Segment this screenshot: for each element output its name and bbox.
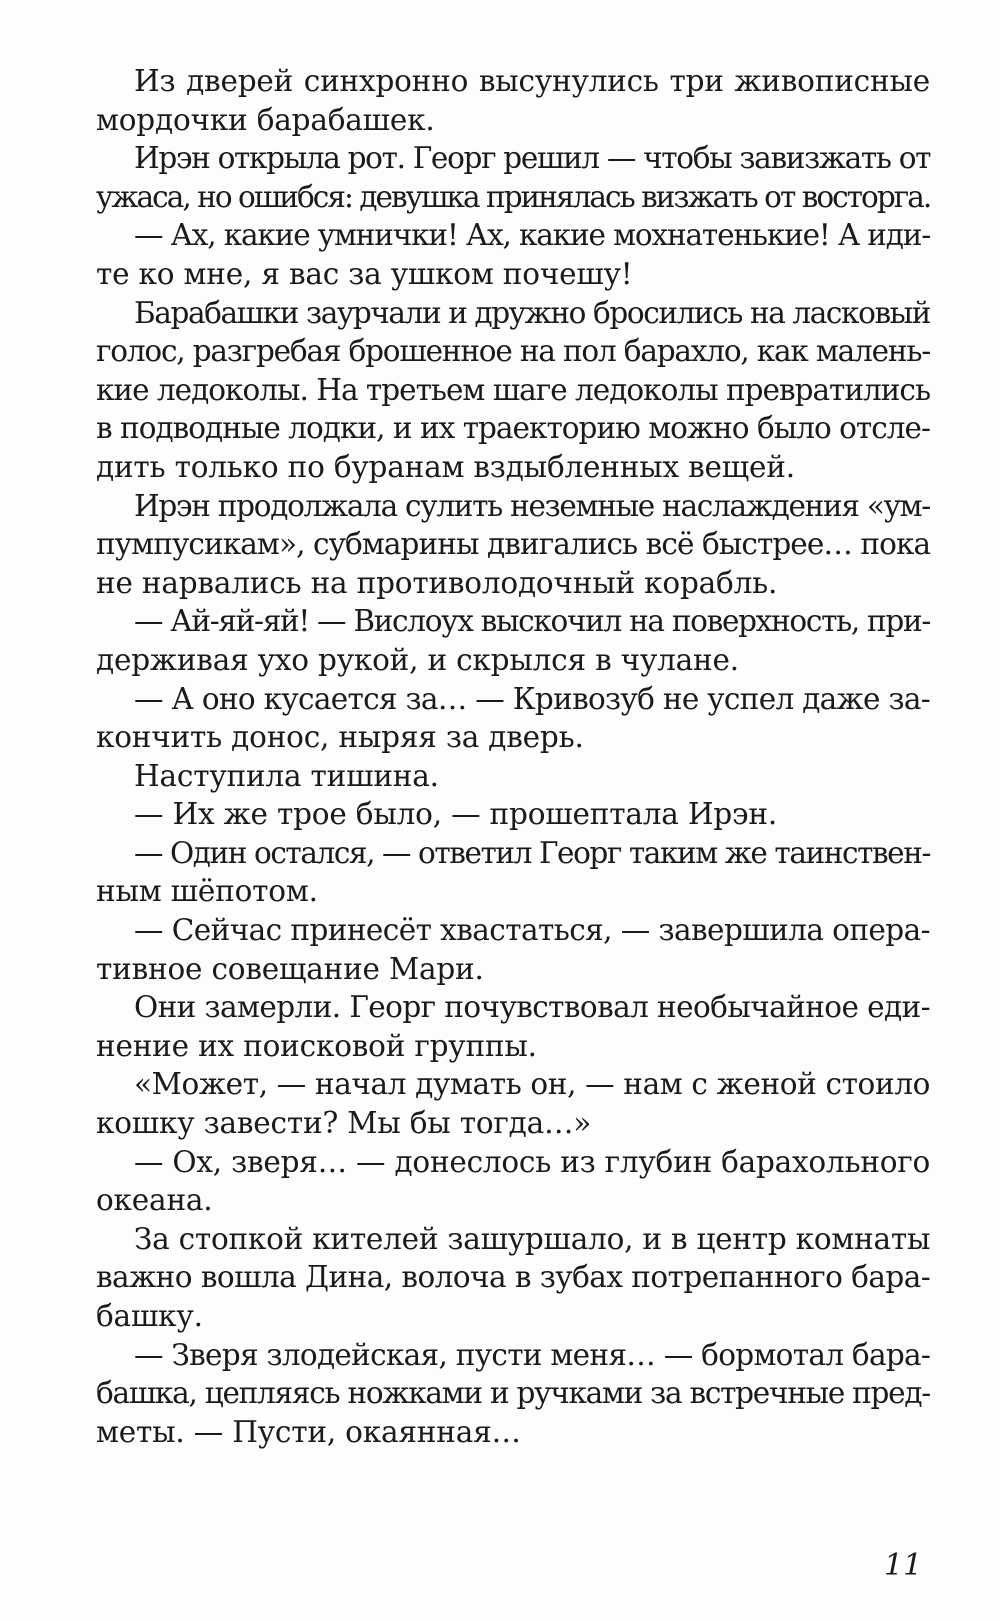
paragraph [96,1220,930,1336]
text-line: Они замерли. Георг почувствовал необычайное еди- [134,990,930,1025]
paragraph [96,911,930,988]
text-line: кие ледоколы. На третьем шаге ледоколы превратились [96,372,931,407]
paragraph [96,139,930,216]
text-line: не нарвались на противолодочный корабль. [96,565,778,600]
text-line: важно вошла Дина, волоча в зубах потрепанного бара- [96,1260,931,1295]
text-line: — Ах, какие умнички! Ах, какие мохнатенькие! А иди- [134,218,931,253]
text-line: ужаса, но ошибся: девушка принялась визжать от восторга. [96,179,931,214]
text-line: — Ай-яй-яй! — Вислоух выскочил на поверхность, при- [134,604,930,639]
paragraph [96,1336,930,1452]
page-number: 11 [884,1548,923,1583]
text-line: голос, разгребая брошенное на пол барахло, как малень- [96,334,930,369]
text-line: в подводные лодки, и их траекторию можно было отсле- [96,411,930,446]
paragraph [96,602,930,679]
text-line: те ко мне, я вас за ушком почешу! [96,256,633,291]
text-line: — Зверя злодейская, пусти меня… — бормотал бара- [134,1337,931,1372]
text-line: — Один остался, — ответил Георг таким же таинствен- [134,835,930,870]
paragraph [96,216,930,293]
text-line: Наступила тишина. [134,758,439,793]
text-line: ным шёпотом. [96,874,318,909]
text-line: дить только по буранам вздыбленных вещей. [96,449,795,484]
text-line: — Их же трое было, — прошептала Ирэн. [134,797,777,832]
text-line: тивное совещание Мари. [96,951,484,986]
paragraph [96,294,930,487]
paragraph [96,487,930,603]
text-line: Ирэн продолжала сулить неземные наслаждения «ум- [134,488,930,523]
text-line: пумпусикам», субмарины двигались всё быстрее… пока [96,527,931,562]
paragraph [96,834,930,911]
text-line: Ирэн открыла рот. Георг решил — чтобы завизжать от [134,141,931,176]
text-line: Из дверей синхронно высунулись три живописные [134,64,930,98]
text-line: башка, цепляясь ножками и ручками за встречные пред- [96,1376,930,1411]
text-line: Барабашки заурчали и дружно бросились на ласковый [134,295,930,330]
paragraph [96,1065,930,1142]
paragraph [96,795,930,834]
body-text [96,62,930,1451]
text-line: — Сейчас принесёт хвастаться, — завершила опера- [134,913,930,948]
paragraph [96,757,930,796]
paragraph [96,680,930,757]
text-line: океана. [96,1183,213,1218]
text-line: — А оно кусается за… — Кривозуб не успел даже за- [134,681,930,716]
text-line: башку. [96,1299,203,1333]
text-line: — Ох, зверя… — донеслось из глубин барахольного [134,1144,930,1179]
text-line: нение их поисковой группы. [96,1028,537,1063]
text-line: За стопкой кителей зашуршало, и в центр комнаты [134,1221,931,1256]
paragraph [96,62,930,139]
text-line: держивая ухо рукой, и скрылся в чулане. [96,642,739,677]
text-line: мордочки барабашек. [96,102,435,137]
text-line: «Может, — начал думать он, — нам с женой стоило [134,1067,930,1102]
text-line: меты. — Пусти, окаянная… [96,1414,521,1449]
paragraph [96,988,930,1065]
paragraph [96,1143,930,1220]
text-line: кончить донос, ныряя за дверь. [96,720,584,755]
text-line: кошку завести? Мы бы тогда…» [96,1106,592,1141]
